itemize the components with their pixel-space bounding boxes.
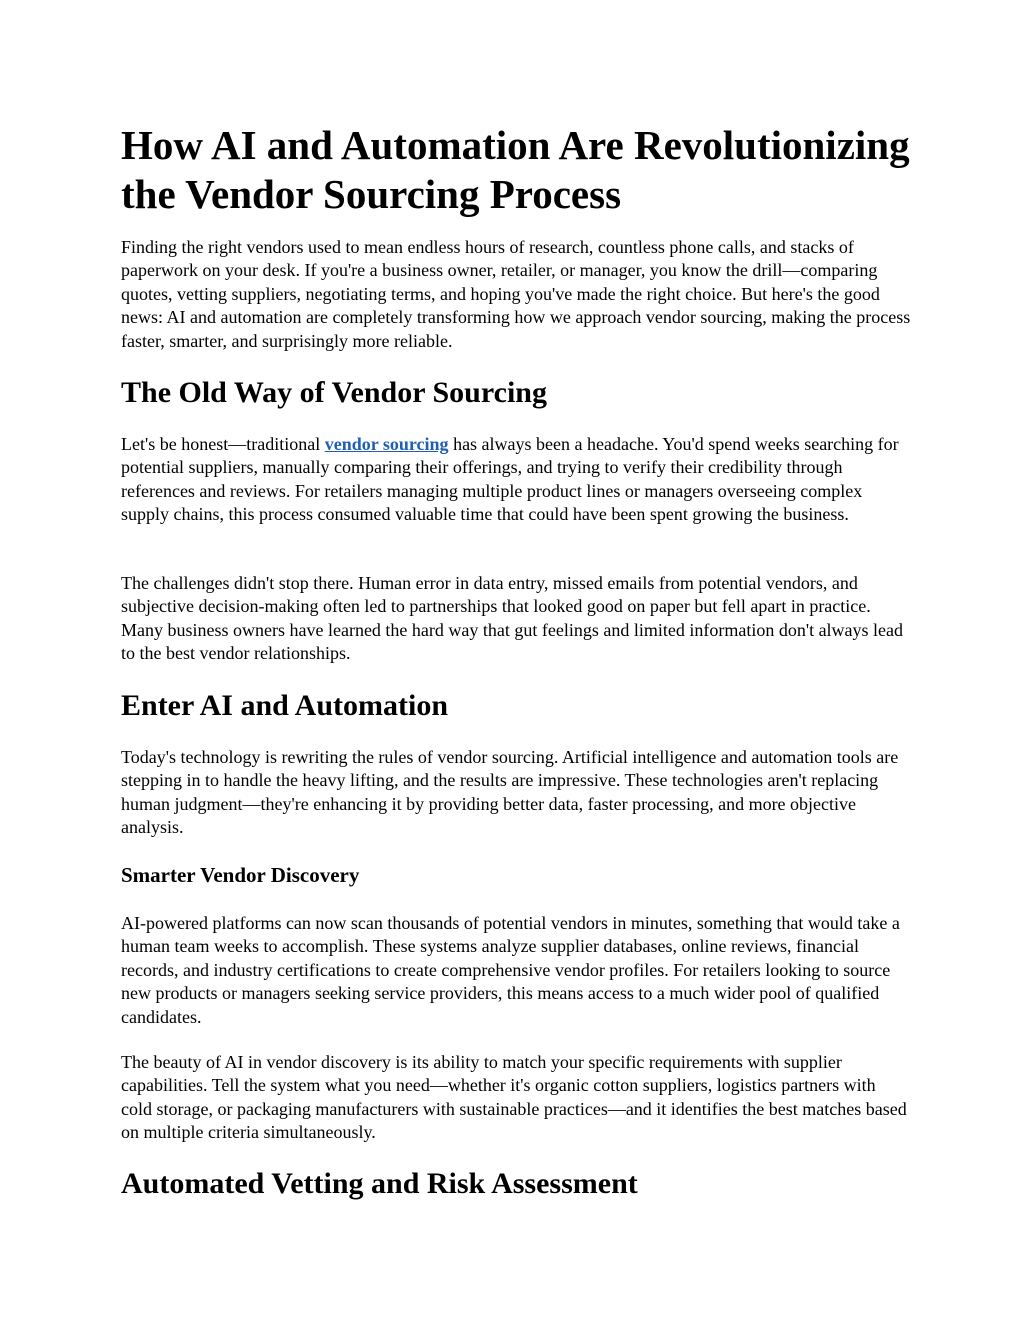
enter-ai-paragraph-1: Today's technology is rewriting the rules of vendor sourcing. Artificial intelligence and automation tools are stepping in to handle the heavy lifting, and the results are impressive. These technologies aren't replacing human judgment—they're enhancing it by providing better data, faster processing, and more objective analysis. <box>121 747 899 838</box>
old-way-p1-text-after: has always been a headache. You'd spend weeks searching for potential suppliers, manually comparing their offerings, and trying to verify their credibility through references and reviews. For retailers managing multiple product lines or managers overseeing complex supply chains, this process consumed valuable time that could have been spent growing the business. <box>121 434 899 525</box>
article-title: How AI and Automation Are Revolutionizing the Vendor Sourcing Process <box>121 122 910 217</box>
heading-old-way: The Old Way of Vendor Sourcing <box>121 376 547 409</box>
intro-paragraph: Finding the right vendors used to mean endless hours of research, countless phone calls, and stacks of paperwork on your desk. If you're a business owner, retailer, or manager, you know the drill—comparing quotes, vetting suppliers, negotiating terms, and hoping you've made the right choice. But here's the good news: AI and automation are completely transforming how we approach vendor sourcing, making the process faster, smarter, and surprisingly more reliable. <box>121 237 911 351</box>
discovery-paragraph-2: The beauty of AI in vendor discovery is its ability to match your specific requirements with supplier capabilities. Tell the system what you need—whether it's organic cotton suppliers, logistics partners with cold storage, or packaging manufacturers with sustainable practices—and it identifies the best matches based on multiple criteria simultaneously. <box>121 1052 907 1143</box>
vendor-sourcing-link[interactable]: vendor sourcing <box>324 434 449 454</box>
heading-smarter-discovery: Smarter Vendor Discovery <box>121 863 360 887</box>
discovery-paragraph-1: AI-powered platforms can now scan thousands of potential vendors in minutes, something that would take a human team weeks to accomplish. These systems analyze supplier databases, online reviews, financial records, and industry certifications to create comprehensive vendor profiles. For retailers looking to source new products or managers seeking service providers, this means access to a much wider pool of qualified candidates. <box>121 913 900 1027</box>
old-way-p1-text-before: Let's be honest—traditional <box>121 434 325 454</box>
heading-automated-vetting: Automated Vetting and Risk Assessment <box>121 1167 638 1200</box>
old-way-paragraph-2: The challenges didn't stop there. Human error in data entry, missed emails from potential vendors, and subjective decision-making often led to partnerships that looked good on paper but fell apart in practice. Many business owners have learned the hard way that gut feelings and limited information don't always lead to the best vendor relationships. <box>121 573 904 664</box>
old-way-paragraph-1 <box>121 433 911 527</box>
heading-enter-ai: Enter AI and Automation <box>121 689 449 722</box>
